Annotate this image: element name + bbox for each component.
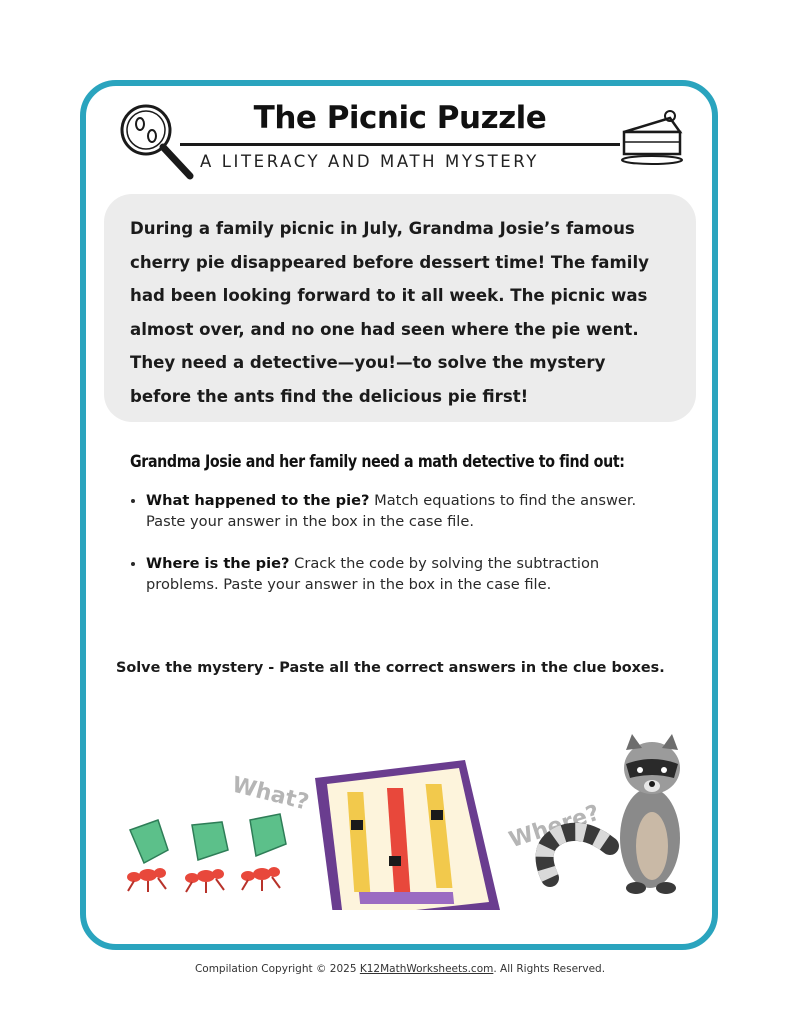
what-label: What? [229, 772, 312, 816]
story-text: During a family picnic in July, Grandma Josie’s famous cherry pie disappeared before dessert time! The family had been looking forward to it all week. The picnic was almost over, and no one had seen where the pie went. They need a detective—you!—to solve the mystery before the ants find the delicious pie first! [130, 219, 649, 406]
question-list [126, 490, 666, 616]
title-rule [180, 143, 620, 146]
list-item [146, 553, 666, 595]
story-box [104, 194, 696, 422]
task-heading: Grandma Josie and her family need a math detective to find out: [130, 452, 625, 472]
question-label: Where is the pie? [146, 555, 290, 572]
copyright-footer [0, 963, 800, 975]
question-label: What happened to the pie? [146, 492, 370, 509]
illustration [100, 720, 700, 910]
board-game-icon [315, 760, 500, 910]
page-title: The Picnic Puzzle [253, 100, 547, 136]
pie-slice-icon [618, 110, 688, 166]
closing-instruction: Solve the mystery - Paste all the correct answers in the clue boxes. [116, 660, 665, 676]
question-instruction: Crack the code by solving the subtraction problems. Paste your answer in the box in the case file. [146, 555, 600, 593]
where-label: Where? [506, 800, 603, 854]
footer-prefix: Compilation Copyright © 2025 [194, 963, 360, 975]
footer-suffix: . All Rights Reserved. [493, 963, 606, 975]
page-subtitle: A LITERACY AND MATH MYSTERY [200, 152, 539, 171]
list-item [146, 490, 666, 532]
footer-link[interactable]: K12MathWorksheets.com [359, 963, 494, 975]
question-instruction: Match equations to find the answer. Paste your answer in the box in the case file. [146, 492, 637, 530]
leafcutter-ants-icon [127, 814, 286, 893]
